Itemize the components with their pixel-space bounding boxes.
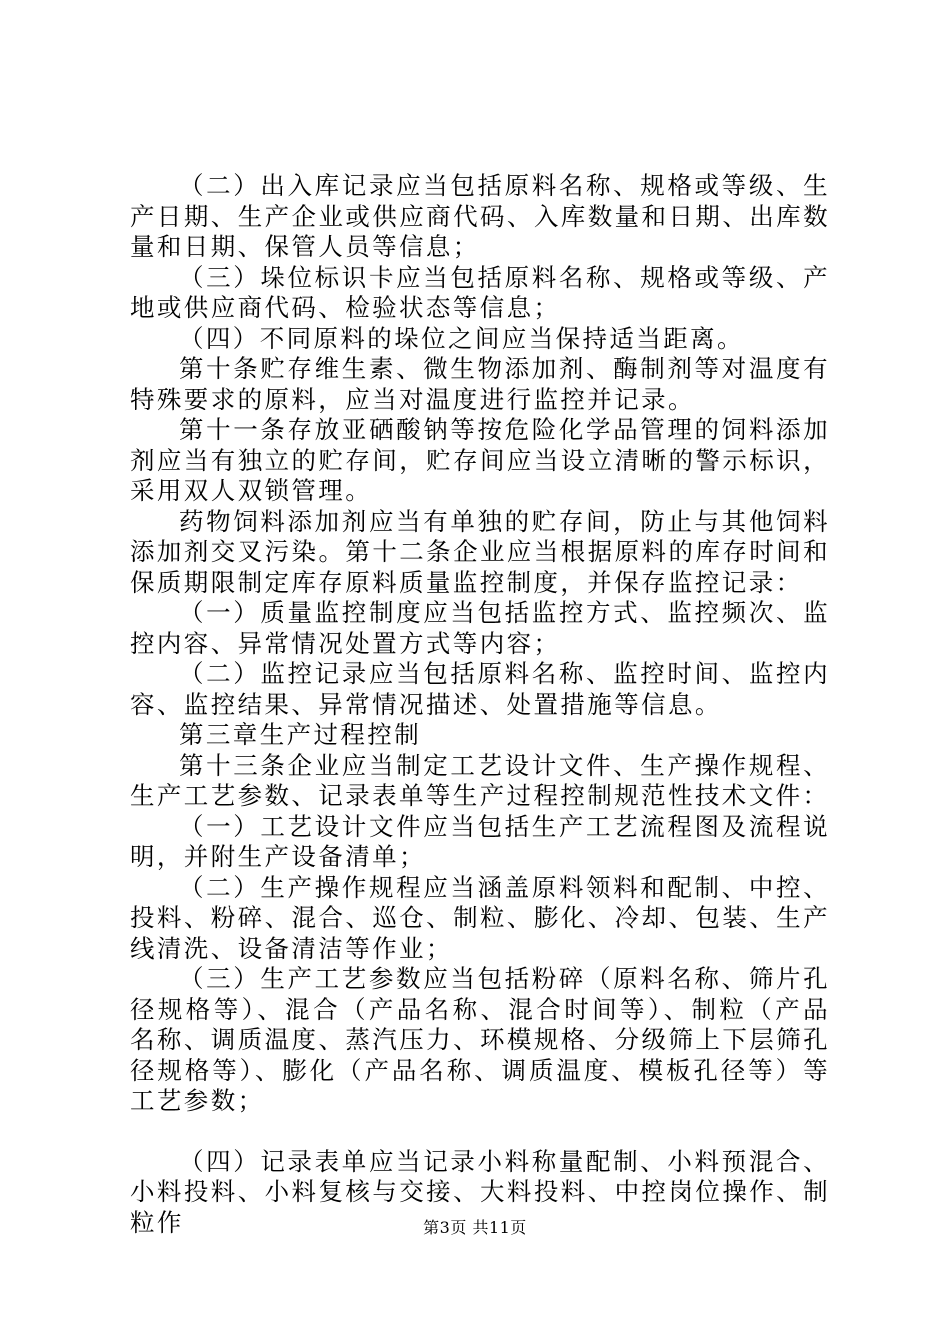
paragraph-2: （三）垛位标识卡应当包括原料名称、规格或等级、产地或供应商代码、检验状态等信息； — [130, 262, 830, 322]
paragraph-10: 第十三条企业应当制定工艺设计文件、生产操作规程、生产工艺参数、记录表单等生产过程控制规范性技术文件： — [130, 750, 830, 810]
document-body — [130, 171, 830, 1238]
paragraph-12: （二）生产操作规程应当涵盖原料领料和配制、中控、投料、粉碎、混合、巡仓、制粒、膨化、冷却、包装、生产线清洗、设备清洁等作业； — [130, 872, 830, 963]
paragraph-1: （二）出入库记录应当包括原料名称、规格或等级、生产日期、生产企业或供应商代码、入库数量和日期、出库数量和日期、保管人员等信息； — [130, 171, 830, 261]
paragraph-11: （一）工艺设计文件应当包括生产工艺流程图及流程说明，并附生产设备清单； — [130, 811, 830, 871]
paragraph-13: （三）生产工艺参数应当包括粉碎（原料名称、筛片孔径规格等）、混合（产品名称、混合时间等）、制粒（产品名称、调质温度、蒸汽压力、环模规格、分级筛上下层筛孔径规格等）、膨化（产品名称、调质温度、模板孔径等）等工艺参数； — [130, 964, 830, 1115]
paragraph-6: 药物饲料添加剂应当有单独的贮存间，防止与其他饲料添加剂交叉污染。第十二条企业应当根据原料的库存时间和保质期限制定库存原料质量监控制度，并保存监控记录： — [130, 506, 830, 597]
chapter-heading: 第三章生产过程控制 — [179, 720, 422, 749]
paragraph-8: （二）监控记录应当包括原料名称、监控时间、监控内容、监控结果、异常情况描述、处置措施等信息。 — [130, 659, 830, 719]
paragraph-5: 第十一条存放亚硒酸钠等按危险化学品管理的饲料添加剂应当有独立的贮存间，贮存间应当设立清晰的警示标识，采用双人双锁管理。 — [130, 415, 830, 505]
paragraph-7: （一）质量监控制度应当包括监控方式、监控频次、监控内容、异常情况处置方式等内容； — [130, 598, 830, 658]
paragraph-14: （四）记录表单应当记录小料称量配制、小料预混合、小料投料、小料复核与交接、大料投料、中控岗位操作、制粒作 — [130, 1146, 830, 1237]
paragraph-4: 第十条贮存维生素、微生物添加剂、酶制剂等对温度有特殊要求的原料，应当对温度进行监控并记录。 — [130, 354, 830, 414]
page-footer: 第3页 共11页 — [423, 1218, 527, 1237]
paragraph-3: （四）不同原料的垛位之间应当保持适当距离。 — [179, 323, 744, 353]
